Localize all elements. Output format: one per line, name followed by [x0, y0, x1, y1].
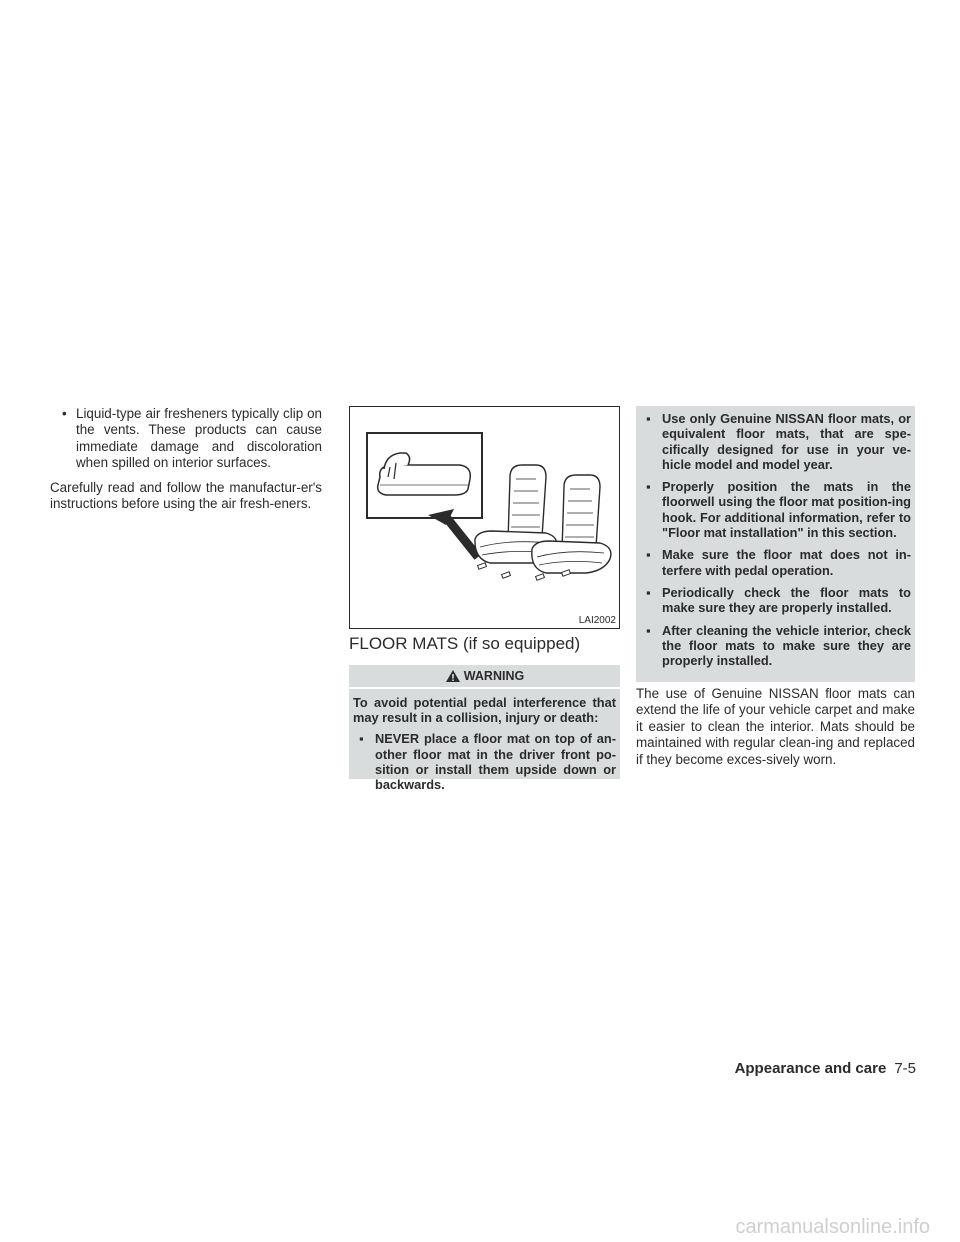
page-number: 7-5 — [894, 1060, 916, 1077]
section-title: FLOOR MATS (if so equipped) — [349, 634, 581, 653]
warning-box-continued — [636, 406, 915, 682]
seat-and-hooks-drawing — [350, 407, 619, 628]
list-item — [640, 479, 911, 540]
warning-triangle-icon — [445, 669, 461, 683]
warning-header — [349, 665, 620, 689]
warning-item-text: NEVER place a floor mat on top of an-other floor mat in the driver front po-sition or install them upside down or backwards. — [375, 731, 616, 793]
watermark: carmanualsonline.info — [735, 1216, 930, 1238]
list-item — [50, 406, 322, 472]
warning-item-text: After cleaning the vehicle interior, check the floor mats to make sure they are properly installed. — [662, 622, 911, 669]
warning-box — [349, 665, 620, 793]
figure-id: LAI2002 — [578, 615, 616, 626]
bullet-dot: • — [62, 406, 67, 421]
list-item — [640, 585, 911, 616]
list-item — [640, 411, 911, 472]
footer-section-name: Appearance and care — [734, 1060, 887, 1077]
warning-item-text: Periodically check the floor mats to make sure they are properly installed. — [662, 584, 911, 616]
floor-mat-paragraph: The use of Genuine NISSAN floor mats can extend the life of your vehicle carpet and make it easier to clean the interior. Mats should be maintained with regular clean-ing and replaced if they become exces-sively worn. — [636, 686, 915, 767]
bullet-square: ▪ — [646, 584, 651, 600]
page-footer — [735, 1060, 916, 1077]
column-3 — [636, 686, 915, 768]
list-item — [640, 623, 911, 669]
bullet-square: ▪ — [646, 411, 651, 426]
warning-item-text: Properly position the mats in the floorwell using the floor mat position-ing hook. For additional information, refer to "Floor mat installation" in this section. — [662, 479, 911, 541]
bullet-square: ▪ — [646, 479, 651, 495]
list-item — [353, 731, 616, 792]
bullet-square: ▪ — [646, 622, 651, 638]
column-1 — [50, 406, 322, 512]
bullet-square: ▪ — [646, 547, 651, 563]
floor-mat-illustration — [349, 406, 620, 629]
warning-body — [349, 689, 620, 792]
list-item — [640, 547, 911, 578]
warning-item-text: Use only Genuine NISSAN floor mats, or equivalent floor mats, that are spe-cifically designed for use in your ve-hicle model and model year. — [662, 411, 911, 472]
air-freshener-paragraph: Carefully read and follow the manufactur-er's instructions before using the air fresh-eners. — [50, 479, 322, 512]
air-freshener-bullet-text: Liquid-type air fresheners typically clip on the vents. These products can cause immediate damage and discoloration when spilled on interior surfaces. — [76, 406, 322, 471]
warning-intro: To avoid potential pedal interference that may result in a collision, injury or death: — [353, 695, 616, 726]
bullet-square: ▪ — [359, 731, 364, 747]
warning-item-text: Make sure the floor mat does not in-terfere with pedal operation. — [662, 547, 911, 578]
warning-label: WARNING — [463, 669, 525, 683]
